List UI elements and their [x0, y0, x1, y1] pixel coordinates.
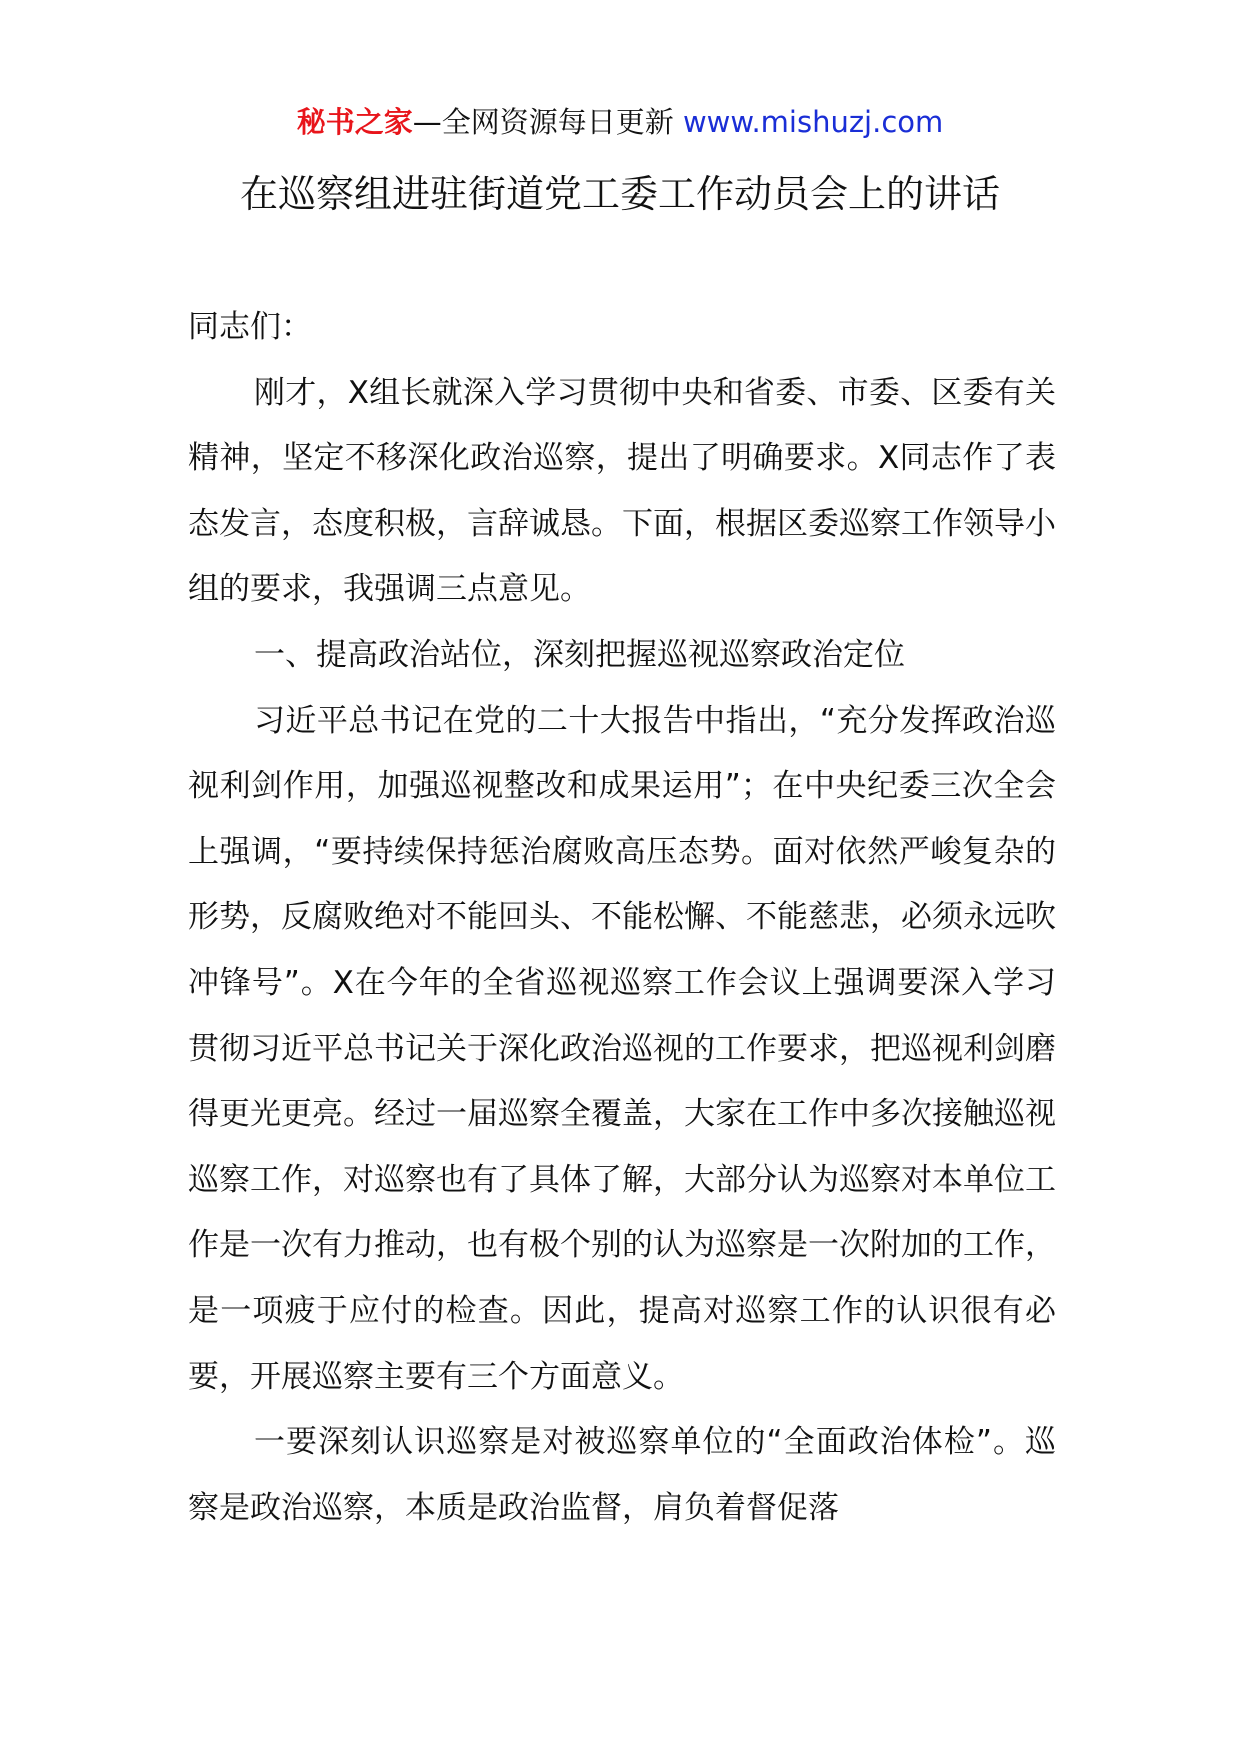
paragraph-point-1: 一要深刻认识巡察是对被巡察单位的“全面政治体检”。巡察是政治巡察，本质是政治监督，肩负着督促落: [188, 1424, 1056, 1526]
watermark-header: [0, 100, 1240, 144]
salutation: 同志们：: [188, 309, 312, 345]
paragraph-section-1: 习近平总书记在党的二十大报告中指出，“充分发挥政治巡视利剑作用，加强巡视整改和成果运用”；在中央纪委三次全会上强调，“要持续保持惩治腐败高压态势。面对依然严峻复杂的形势，反腐败绝对不能回头、不能松懈、不能慈悲，必须永远吹冲锋号”。X在今年的全省巡视巡察工作会议上强调要深入学习贯彻习近平总书记关于深化政治巡视的工作要求，把巡视利剑磨得更光更亮。经过一届巡察全覆盖，大家在工作中多次接触巡视巡察工作，对巡察也有了具体了解，大部分认为巡察对本单位工作是一次有力推动，也有极个别的认为巡察是一次附加的工作，是一项疲于应付的检查。因此，提高对巡察工作的认识很有必要，开展巡察主要有三个方面意义。: [188, 702, 1056, 1395]
section-heading-1: 一、提高政治站位，深刻把握巡视巡察政治定位: [254, 636, 905, 673]
brand-name: 秘书之家: [296, 105, 413, 139]
paragraph-intro: 刚才，X组长就深入学习贯彻中央和省委、市委、区委有关精神，坚定不移深化政治巡察，提出了明确要求。X同志作了表态发言，态度积极，言辞诚恳。下面，根据区委巡察工作领导小组的要求，我强调三点意见。: [188, 374, 1056, 608]
document-body: [188, 295, 1056, 1541]
site-url[interactable]: www.mishuzj.com: [682, 105, 944, 139]
document-title: 在巡察组进驻街道党工委工作动员会上的讲话: [239, 172, 1000, 216]
header-tagline: —全网资源每日更新: [412, 105, 683, 139]
